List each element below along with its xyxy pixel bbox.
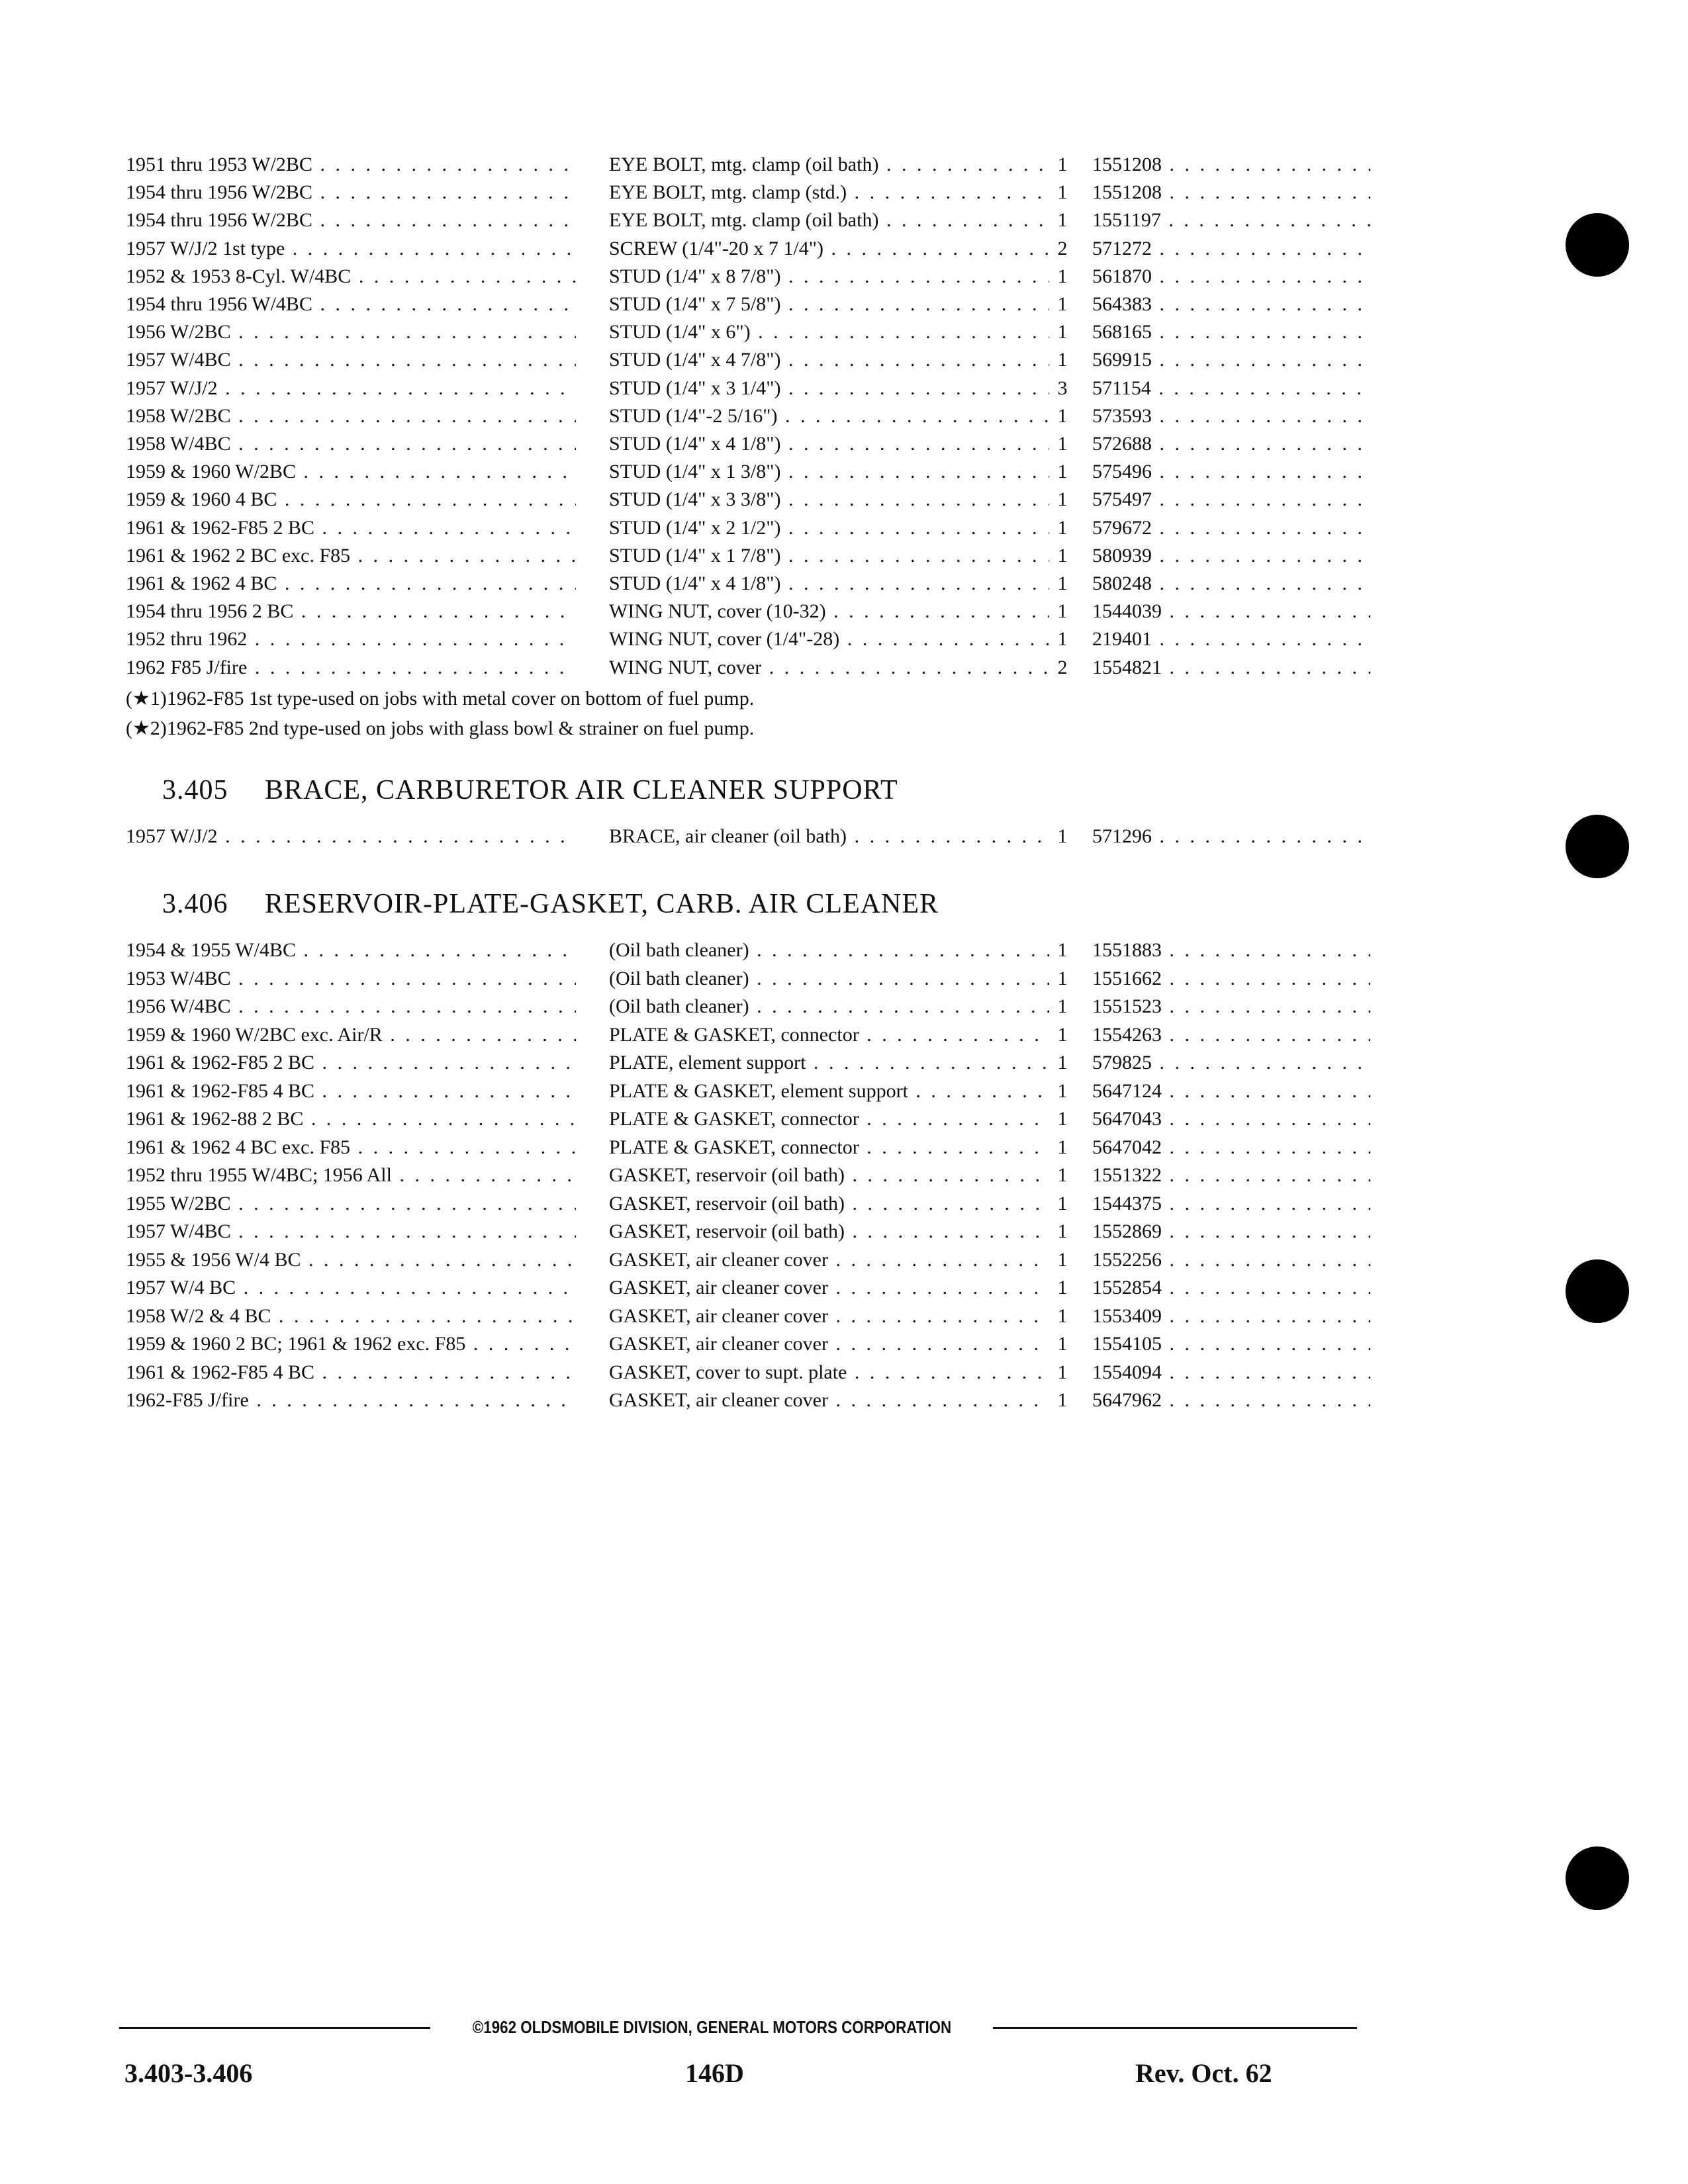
part-number-cell: 564383 . . . [1092,291,1370,318]
description-cell: WING NUT, cover . . . [609,654,1049,682]
part-row [126,823,1357,850]
part-row [126,1330,1357,1358]
application-cell: 1955 & 1956 W/4 BC . . . [126,1246,576,1274]
part-number-cell: 1554263 . . . [1092,1021,1370,1049]
application-cell: 1958 W/2 & 4 BC . . . [126,1302,576,1330]
description-cell: EYE BOLT, mtg. clamp (oil bath) . . . [609,151,1049,179]
application-cell: 1957 W/4BC . . . [126,1218,576,1246]
application-cell: 1961 & 1962 4 BC . . . [126,570,576,598]
description-cell: STUD (1/4" x 4 1/8") . . . [609,570,1049,598]
description-cell: STUD (1/4" x 6") . . . [609,318,1049,346]
part-row [126,1359,1357,1387]
footnote: (★2)1962-F85 2nd type-used on jobs with glass bowl & strainer on fuel pump. [126,717,755,739]
part-number-cell: 571154 . . . [1092,375,1370,402]
description-cell: GASKET, cover to supt. plate . . . [609,1359,1049,1387]
part-number-cell: 573593 . . . [1092,402,1370,430]
part-number-cell: 575496 . . . [1092,458,1370,486]
section-number: 3.405 [162,775,228,805]
description-cell: EYE BOLT, mtg. clamp (oil bath) . . . [609,206,1049,234]
part-row [126,1105,1357,1133]
application-cell: 1957 W/J/2 . . . [126,823,576,850]
description-cell: STUD (1/4" x 3 1/4") . . . [609,375,1049,402]
description-cell: GASKET, reservoir (oil bath) . . . [609,1161,1049,1189]
part-row [126,263,1357,291]
description-cell: GASKET, air cleaner cover . . . [609,1246,1049,1274]
part-row [126,1161,1357,1189]
quantity-cell: 2 [1057,237,1068,259]
description-cell: STUD (1/4" x 8 7/8") . . . [609,263,1049,291]
part-number-cell: 219401 . . . [1092,625,1370,653]
footer-rule-right [993,2027,1357,2029]
quantity-cell: 1 [1057,1023,1068,1046]
description-cell: STUD (1/4" x 1 7/8") . . . [609,542,1049,570]
description-cell: PLATE & GASKET, connector . . . [609,1105,1049,1133]
description-cell: SCREW (1/4"-20 x 7 1/4") . . . [609,235,1049,263]
revision-date: Rev. Oct. 62 [1135,2058,1272,2088]
description-cell: GASKET, air cleaner cover . . . [609,1274,1049,1302]
binder-hole [1566,1259,1629,1323]
part-number-cell: 575497 . . . [1092,486,1370,514]
application-cell: 1954 thru 1956 W/2BC . . . [126,179,576,206]
quantity-cell: 1 [1057,1108,1068,1130]
part-number-cell: 580248 . . . [1092,570,1370,598]
quantity-cell: 1 [1057,600,1068,623]
description-cell: STUD (1/4" x 2 1/2") . . . [609,514,1049,542]
quantity-cell: 1 [1057,265,1068,287]
description-cell: STUD (1/4"-2 5/16") . . . [609,402,1049,430]
quantity-cell: 1 [1057,1220,1068,1242]
description-cell: GASKET, reservoir (oil bath) . . . [609,1190,1049,1218]
section-range: 3.403-3.406 [124,2058,253,2088]
quantity-cell: 1 [1057,293,1068,315]
application-cell: 1952 & 1953 8-Cyl. W/4BC . . . [126,263,576,291]
quantity-cell: 1 [1057,209,1068,232]
quantity-cell: 1 [1057,321,1068,343]
part-number-cell: 572688 . . . [1092,430,1370,458]
description-cell: PLATE & GASKET, element support . . . [609,1077,1049,1105]
application-cell: 1955 W/2BC . . . [126,1190,576,1218]
description-cell: PLATE & GASKET, connector . . . [609,1134,1049,1161]
part-number-cell: 5647042 . . . [1092,1134,1370,1161]
application-cell: 1961 & 1962 2 BC exc. F85 . . . [126,542,576,570]
quantity-cell: 1 [1057,1164,1068,1186]
part-row [126,402,1357,430]
application-cell: 1958 W/4BC . . . [126,430,576,458]
quantity-cell: 1 [1057,488,1068,511]
quantity-cell: 1 [1057,1277,1068,1298]
part-number-cell: 1544039 . . . [1092,598,1370,625]
part-row [126,654,1357,682]
quantity-cell: 1 [1057,939,1068,961]
description-cell: GASKET, air cleaner cover . . . [609,1387,1049,1414]
quantity-cell: 1 [1057,572,1068,594]
section-heading-3-406 [162,887,939,921]
binder-hole [1566,815,1629,878]
part-number-cell: 571296 . . . [1092,823,1370,850]
binder-hole [1566,1846,1629,1910]
application-cell: 1959 & 1960 4 BC . . . [126,486,576,514]
application-cell: 1961 & 1962-F85 4 BC . . . [126,1359,576,1387]
part-number-cell: 5647043 . . . [1092,1105,1370,1133]
part-number-cell: 568165 . . . [1092,318,1370,346]
quantity-cell: 1 [1057,516,1068,539]
part-number-cell: 1544375 . . . [1092,1190,1370,1218]
quantity-cell: 1 [1057,1052,1068,1073]
quantity-cell: 1 [1057,1361,1068,1383]
part-number-cell: 1554821 . . . [1092,654,1370,682]
application-cell: 1961 & 1962 4 BC exc. F85 . . . [126,1134,576,1161]
section-title: RESERVOIR-PLATE-GASKET, CARB. AIR CLEANER [265,889,939,919]
quantity-cell: 1 [1057,433,1068,455]
part-row [126,965,1357,993]
part-row [126,1218,1357,1246]
part-row [126,486,1357,514]
application-cell: 1959 & 1960 2 BC; 1961 & 1962 exc. F85 . . . [126,1330,576,1358]
quantity-cell: 2 [1057,656,1068,678]
part-number-cell: 1551208 . . . [1092,179,1370,206]
description-cell: STUD (1/4" x 7 5/8") . . . [609,291,1049,318]
part-row [126,625,1357,653]
part-number-cell: 571272 . . . [1092,235,1370,263]
part-number-cell: 561870 . . . [1092,263,1370,291]
application-cell: 1961 & 1962-F85 2 BC . . . [126,514,576,542]
description-cell: GASKET, air cleaner cover . . . [609,1302,1049,1330]
description-cell: STUD (1/4" x 4 1/8") . . . [609,430,1049,458]
application-cell: 1957 W/4BC . . . [126,346,576,374]
application-cell: 1962-F85 J/fire . . . [126,1387,576,1414]
section-heading-3-405 [162,773,898,807]
description-cell: (Oil bath cleaner) . . . [609,936,1049,964]
application-cell: 1961 & 1962-F85 4 BC . . . [126,1077,576,1105]
part-row [126,1077,1357,1105]
part-row [126,458,1357,486]
quantity-cell: 3 [1057,377,1068,399]
part-number-cell: 1554105 . . . [1092,1330,1370,1358]
part-number-cell: 1554094 . . . [1092,1359,1370,1387]
footer-rule-left [119,2027,430,2029]
part-row [126,1274,1357,1302]
quantity-cell: 1 [1057,544,1068,567]
application-cell: 1954 thru 1956 W/4BC . . . [126,291,576,318]
part-row [126,993,1357,1021]
page-number: 146D [685,2058,744,2088]
application-cell: 1957 W/4 BC . . . [126,1274,576,1302]
part-number-cell: 1551523 . . . [1092,993,1370,1021]
part-row [126,1302,1357,1330]
quantity-cell: 1 [1057,1079,1068,1102]
part-number-cell: 1551662 . . . [1092,965,1370,993]
part-number-cell: 1551322 . . . [1092,1161,1370,1189]
quantity-cell: 1 [1057,825,1068,847]
description-cell: STUD (1/4" x 4 7/8") . . . [609,346,1049,374]
part-row [126,430,1357,458]
description-cell: BRACE, air cleaner (oil bath) . . . [609,823,1049,850]
part-row [126,514,1357,542]
application-cell: 1954 & 1955 W/4BC . . . [126,936,576,964]
application-cell: 1957 W/J/2 . . . [126,375,576,402]
description-cell: PLATE, element support . . . [609,1049,1049,1077]
part-number-cell: 1551197 . . . [1092,206,1370,234]
part-row [126,1021,1357,1049]
quantity-cell: 1 [1057,1333,1068,1355]
part-number-cell: 579825 . . . [1092,1049,1370,1077]
application-cell: 1962 F85 J/fire . . . [126,654,576,682]
description-cell: WING NUT, cover (10-32) . . . [609,598,1049,625]
part-row [126,346,1357,374]
description-cell: (Oil bath cleaner) . . . [609,965,1049,993]
application-cell: 1954 thru 1956 2 BC . . . [126,598,576,625]
application-cell: 1953 W/4BC . . . [126,965,576,993]
application-cell: 1954 thru 1956 W/2BC . . . [126,206,576,234]
part-row [126,598,1357,625]
part-row [126,1190,1357,1218]
application-cell: 1961 & 1962-F85 2 BC . . . [126,1049,576,1077]
quantity-cell: 1 [1057,628,1068,651]
quantity-cell: 1 [1057,349,1068,371]
part-row [126,235,1357,263]
description-cell: STUD (1/4" x 3 3/8") . . . [609,486,1049,514]
quantity-cell: 1 [1057,1304,1068,1327]
quantity-cell: 1 [1057,461,1068,483]
part-number-cell: 1552869 . . . [1092,1218,1370,1246]
quantity-cell: 1 [1057,1248,1068,1271]
part-row [126,1134,1357,1161]
part-row [126,1387,1357,1414]
part-number-cell: 1552854 . . . [1092,1274,1370,1302]
application-cell: 1957 W/J/2 1st type . . . [126,235,576,263]
description-cell: EYE BOLT, mtg. clamp (std.) . . . [609,179,1049,206]
part-row [126,179,1357,206]
part-row [126,1049,1357,1077]
part-number-cell: 5647124 . . . [1092,1077,1370,1105]
quantity-cell: 1 [1057,154,1068,175]
application-cell: 1956 W/2BC . . . [126,318,576,346]
part-row [126,375,1357,402]
part-row [126,206,1357,234]
application-cell: 1951 thru 1953 W/2BC . . . [126,151,576,179]
quantity-cell: 1 [1057,995,1068,1017]
part-number-cell: 1553409 . . . [1092,1302,1370,1330]
section-number: 3.406 [162,889,228,919]
part-number-cell: 1552256 . . . [1092,1246,1370,1274]
description-cell: GASKET, air cleaner cover . . . [609,1330,1049,1358]
description-cell: WING NUT, cover (1/4"-28) . . . [609,625,1049,653]
quantity-cell: 1 [1057,967,1068,989]
part-number-cell: 580939 . . . [1092,542,1370,570]
application-cell: 1959 & 1960 W/2BC . . . [126,458,576,486]
application-cell: 1956 W/4BC . . . [126,993,576,1021]
application-cell: 1961 & 1962-88 2 BC . . . [126,1105,576,1133]
application-cell: 1958 W/2BC . . . [126,402,576,430]
description-cell: (Oil bath cleaner) . . . [609,993,1049,1021]
part-number-cell: 5647962 . . . [1092,1387,1370,1414]
footnote: (★1)1962-F85 1st type-used on jobs with metal cover on bottom of fuel pump. [126,688,755,709]
quantity-cell: 1 [1057,181,1068,204]
part-row [126,936,1357,964]
binder-hole [1566,213,1629,277]
part-number-cell: 1551208 . . . [1092,151,1370,179]
part-row [126,291,1357,318]
part-row [126,318,1357,346]
part-row [126,542,1357,570]
quantity-cell: 1 [1057,404,1068,427]
part-number-cell: 579672 . . . [1092,514,1370,542]
description-cell: PLATE & GASKET, connector . . . [609,1021,1049,1049]
section-title: BRACE, CARBURETOR AIR CLEANER SUPPORT [265,775,898,805]
quantity-cell: 1 [1057,1136,1068,1158]
quantity-cell: 1 [1057,1192,1068,1214]
description-cell: STUD (1/4" x 1 3/8") . . . [609,458,1049,486]
quantity-cell: 1 [1057,1389,1068,1411]
part-row [126,151,1357,179]
part-row [126,570,1357,598]
copyright-notice: ©1962 OLDSMOBILE DIVISION, GENERAL MOTORS CORPORATION [472,2017,952,2037]
application-cell: 1952 thru 1955 W/4BC; 1956 All . . . [126,1161,576,1189]
part-number-cell: 569915 . . . [1092,346,1370,374]
description-cell: GASKET, reservoir (oil bath) . . . [609,1218,1049,1246]
application-cell: 1952 thru 1962 . . . [126,625,576,653]
part-row [126,1246,1357,1274]
application-cell: 1959 & 1960 W/2BC exc. Air/R . . . [126,1021,576,1049]
part-number-cell: 1551883 . . . [1092,936,1370,964]
